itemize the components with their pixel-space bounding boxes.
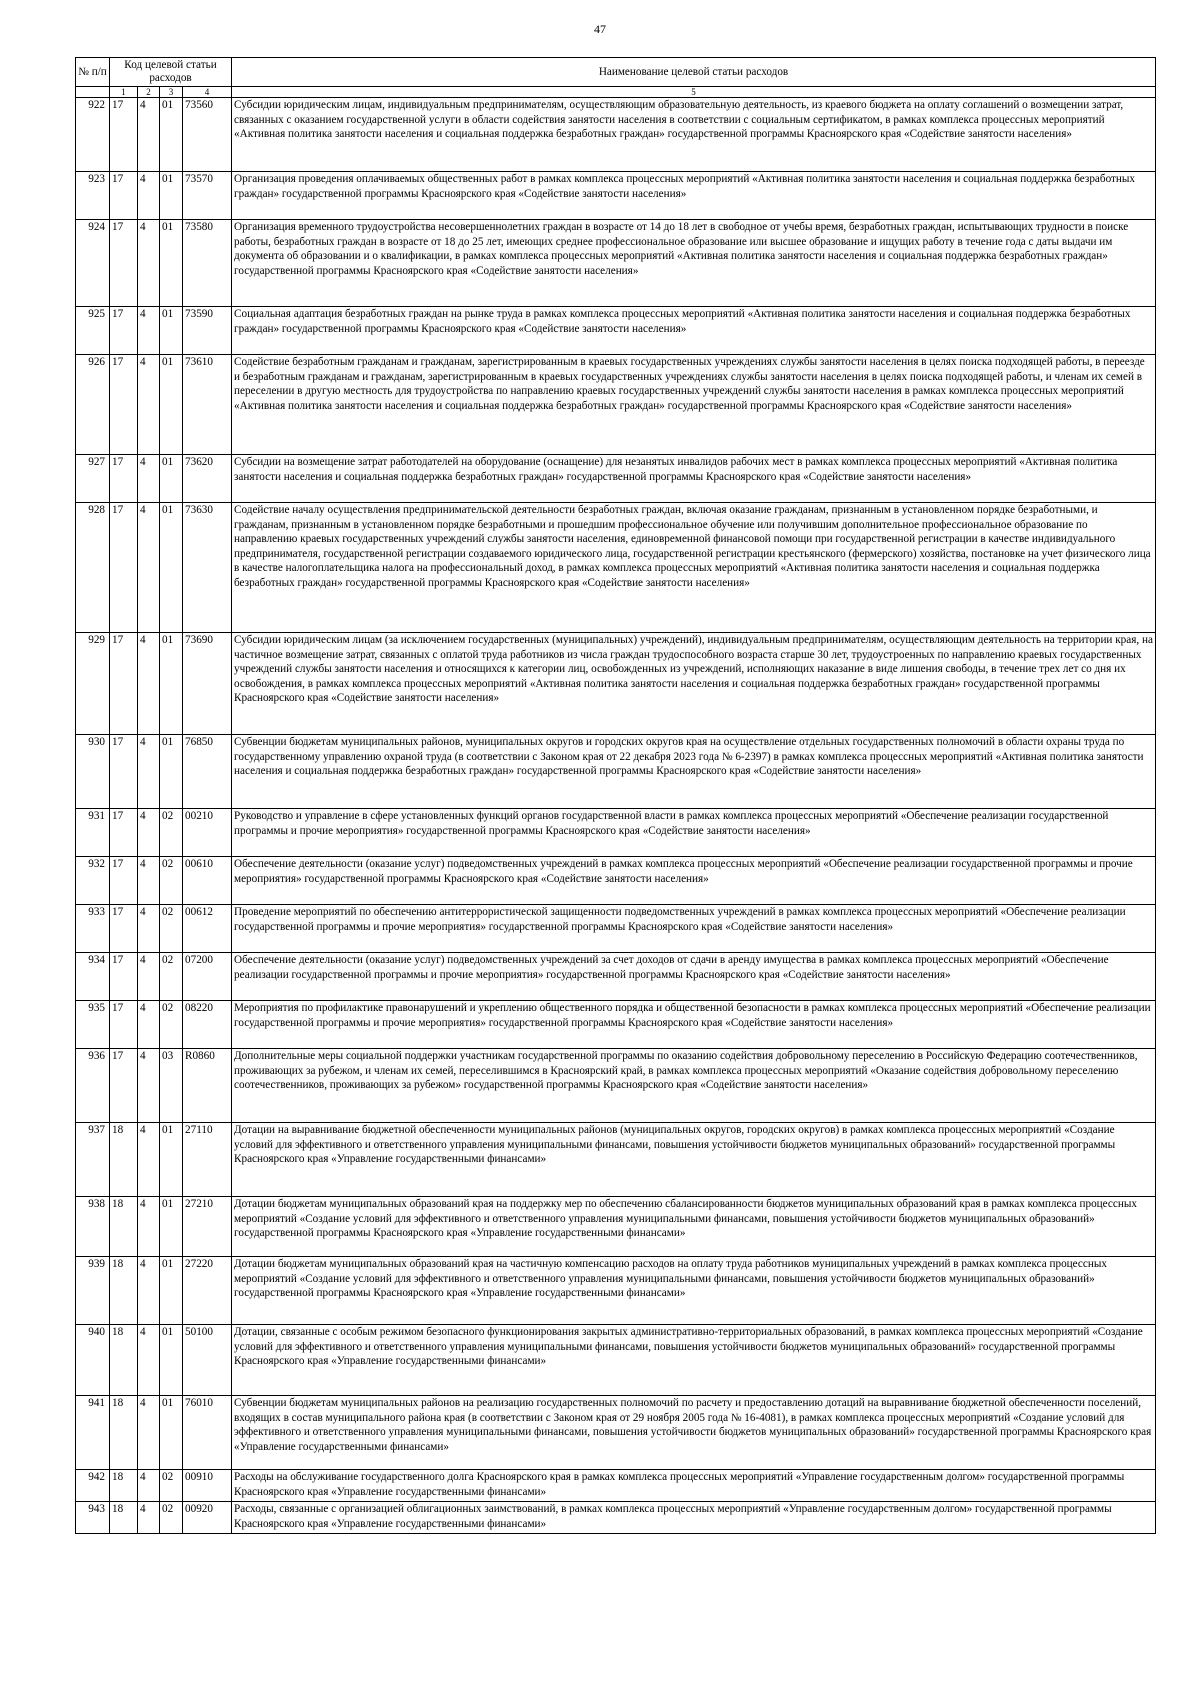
- code-part-2: 4: [138, 1325, 160, 1396]
- row-description: Дополнительные меры социальной поддержки участникам государственной программы по оказанию содействия добровольному переселению в Российскую Федерацию соотечественников, проживающих за рубежом, и членам их семей, переселившимся в Красноярский край, в рамках комплекса процессных мероприятий «Оказание содействия добровольному переселению соотечественников, проживающих за рубежом» государственной программы Красноярского края «Содействие занятости населения»: [232, 1049, 1156, 1123]
- code-part-1: 17: [110, 857, 138, 905]
- table-row: [76, 1325, 1156, 1396]
- row-number: 938: [76, 1197, 110, 1257]
- code-part-2: 4: [138, 1049, 160, 1123]
- row-number: 934: [76, 953, 110, 1001]
- row-number: 922: [76, 98, 110, 172]
- code-part-2: 4: [138, 1502, 160, 1534]
- code-part-1: 17: [110, 307, 138, 355]
- header-number: 5: [232, 87, 1156, 98]
- row-number: 940: [76, 1325, 110, 1396]
- code-part-1: 17: [110, 905, 138, 953]
- code-part-3: 01: [160, 1396, 183, 1470]
- table-row: [76, 1001, 1156, 1049]
- row-description: Субсидии юридическим лицам (за исключением государственных (муниципальных) учреждений), индивидуальным предпринимателям, осуществляющим деятельность на территории края, на частичное возмещение затрат, связанных с оплатой труда работников из числа граждан трудоспособного возраста старше 30 лет, трудоустроенных по направлению краевых государственных учреждений службы занятости населения и относящихся к категории лиц, освобожденных из учреждений, исполняющих наказание в виде лишения свободы, в течение трех лет со дня их освобождения, в рамках комплекса процессных мероприятий «Активная политика занятости населения и социальная поддержка безработных граждан» государственной программы Красноярского края «Содействие занятости населения»: [232, 633, 1156, 735]
- table-row: [76, 857, 1156, 905]
- row-number: 939: [76, 1257, 110, 1325]
- table-row: [76, 1257, 1156, 1325]
- page-number: 47: [594, 22, 606, 36]
- code-part-2: 4: [138, 355, 160, 455]
- table-row: [76, 455, 1156, 503]
- code-part-4: 73590: [183, 307, 232, 355]
- row-description: Дотации, связанные с особым режимом безопасного функционирования закрытых административно-территориальных образований, в рамках комплекса процессных мероприятий «Создание условий для эффективного и ответственного управления муниципальными финансами, повышения устойчивости бюджетов муниципальных образований» государственной программы Красноярского края «Управление государственными финансами»: [232, 1325, 1156, 1396]
- code-part-4: 73620: [183, 455, 232, 503]
- code-part-1: 18: [110, 1257, 138, 1325]
- code-part-1: 18: [110, 1470, 138, 1502]
- code-part-4: 73630: [183, 503, 232, 633]
- header-row: [76, 58, 1156, 87]
- code-part-1: 18: [110, 1396, 138, 1470]
- code-part-4: 08220: [183, 1001, 232, 1049]
- row-description: Дотации бюджетам муниципальных образований края на частичную компенсацию расходов на оплату труда работников муниципальных учреждений в рамках комплекса процессных мероприятий «Создание условий для эффективного и ответственного управления муниципальными финансами, повышения устойчивости бюджетов муниципальных образований» государственной программы Красноярского края «Управление государственными финансами»: [232, 1257, 1156, 1325]
- code-part-3: 01: [160, 172, 183, 220]
- code-part-4: 27210: [183, 1197, 232, 1257]
- row-number: 935: [76, 1001, 110, 1049]
- row-description: Субсидии на возмещение затрат работодателей на оборудование (оснащение) для незанятых инвалидов рабочих мест в рамках комплекса процессных мероприятий «Активная политика занятости населения и социальная поддержка безработных граждан» государственной программы Красноярского края «Содействие занятости населения»: [232, 455, 1156, 503]
- code-part-1: 17: [110, 455, 138, 503]
- row-number: 930: [76, 735, 110, 809]
- header-index: № п/п: [76, 58, 110, 87]
- table-row: [76, 1396, 1156, 1470]
- code-part-4: 27220: [183, 1257, 232, 1325]
- code-part-2: 4: [138, 455, 160, 503]
- table-row: [76, 98, 1156, 172]
- table-row: [76, 1470, 1156, 1502]
- code-part-3: 01: [160, 455, 183, 503]
- code-part-4: 73610: [183, 355, 232, 455]
- row-description: Дотации бюджетам муниципальных образований края на поддержку мер по обеспечению сбалансированности бюджетов муниципальных образований края в рамках комплекса процессных мероприятий «Создание условий для эффективного и ответственного управления муниципальными финансами, повышения устойчивости бюджетов муниципальных образований» государственной программы Красноярского края «Управление государственными финансами»: [232, 1197, 1156, 1257]
- code-part-3: 01: [160, 503, 183, 633]
- header-number: 3: [160, 87, 183, 98]
- code-part-2: 4: [138, 633, 160, 735]
- header-number: 2: [138, 87, 160, 98]
- code-part-3: 01: [160, 1257, 183, 1325]
- code-part-3: 01: [160, 355, 183, 455]
- row-description: Содействие безработным гражданам и гражданам, зарегистрированным в краевых государственных учреждениях службы занятости населения в целях поиска подходящей работы, в переезде и безработным гражданам и гражданам, зарегистрированным в краевых государственных учреждениях службы занятости населения в целях поиска подходящей работы, и членам их семей в переселении в другую местность для трудоустройства по направлению краевых государственных учреждений службы занятости населения в рамках комплекса процессных мероприятий «Активная политика занятости населения и социальная поддержка безработных граждан» государственной программы Красноярского края «Содействие занятости населения»: [232, 355, 1156, 455]
- code-part-1: 17: [110, 1049, 138, 1123]
- code-part-3: 01: [160, 633, 183, 735]
- code-part-3: 02: [160, 1001, 183, 1049]
- code-part-2: 4: [138, 809, 160, 857]
- code-part-1: 18: [110, 1325, 138, 1396]
- code-part-2: 4: [138, 307, 160, 355]
- table-row: [76, 355, 1156, 455]
- code-part-3: 02: [160, 905, 183, 953]
- row-number: 931: [76, 809, 110, 857]
- header-name: Наименование целевой статьи расходов: [232, 58, 1156, 87]
- code-part-4: 73560: [183, 98, 232, 172]
- row-number: 936: [76, 1049, 110, 1123]
- code-part-1: 17: [110, 735, 138, 809]
- code-part-2: 4: [138, 857, 160, 905]
- code-part-1: 17: [110, 633, 138, 735]
- code-part-3: 01: [160, 307, 183, 355]
- code-part-4: 00610: [183, 857, 232, 905]
- row-number: 924: [76, 220, 110, 307]
- table-row: [76, 905, 1156, 953]
- row-description: Дотации на выравнивание бюджетной обеспеченности муниципальных районов (муниципальных округов, городских округов) в рамках комплекса процессных мероприятий «Создание условий для эффективного и ответственного управления муниципальными финансами, повышения устойчивости бюджетов муниципальных образований» государственной программы Красноярского края «Управление государственными финансами»: [232, 1123, 1156, 1197]
- row-number: 937: [76, 1123, 110, 1197]
- code-part-4: 00910: [183, 1470, 232, 1502]
- code-part-3: 03: [160, 1049, 183, 1123]
- code-part-2: 4: [138, 905, 160, 953]
- row-number: 925: [76, 307, 110, 355]
- code-part-3: 02: [160, 953, 183, 1001]
- code-part-3: 02: [160, 1502, 183, 1534]
- code-part-2: 4: [138, 172, 160, 220]
- code-part-4: 76850: [183, 735, 232, 809]
- code-part-2: 4: [138, 735, 160, 809]
- row-description: Организация временного трудоустройства несовершеннолетних граждан в возрасте от 14 до 18 лет в свободное от учебы время, безработных граждан, испытывающих трудности в поиске работы, безработных граждан в возрасте от 18 до 25 лет, имеющих среднее профессиональное образование или высшее образование и ищущих работу в течение года с даты выдачи им документа об образовании и о квалификации, в рамках комплекса процессных мероприятий «Активная политика занятости населения и социальная поддержка безработных граждан» государственной программы Красноярского края «Содействие занятости населения»: [232, 220, 1156, 307]
- code-part-2: 4: [138, 1396, 160, 1470]
- code-part-1: 18: [110, 1123, 138, 1197]
- code-part-1: 17: [110, 172, 138, 220]
- row-description: Содействие началу осуществления предпринимательской деятельности безработных граждан, включая оказание гражданам, признанным в установленном порядке безработными, и гражданам, признанным в установленном порядке безработными и прошедшим профессиональное обучение или получившим дополнительное профессиональное образование по направлению краевых государственных учреждений службы занятости населения, единовременной финансовой помощи при государственной регистрации в качестве индивидуального предпринимателя, государственной регистрации создаваемого юридического лица, государственной регистрации крестьянского (фермерского) хозяйства, постановке на учет физического лица в качестве налогоплательщика налога на профессиональный доход, в рамках комплекса процессных мероприятий «Активная политика занятости населения и социальная поддержка безработных граждан» государственной программы Красноярского края «Содействие занятости населения»: [232, 503, 1156, 633]
- code-part-3: 02: [160, 809, 183, 857]
- table-row: [76, 809, 1156, 857]
- code-part-2: 4: [138, 1197, 160, 1257]
- code-part-4: 73570: [183, 172, 232, 220]
- code-part-2: 4: [138, 503, 160, 633]
- row-description: Руководство и управление в сфере установленных функций органов государственной власти в рамках комплекса процессных мероприятий «Обеспечение реализации государственной программы и прочие мероприятия» государственной программы Красноярского края «Содействие занятости населения»: [232, 809, 1156, 857]
- code-part-1: 17: [110, 953, 138, 1001]
- header-code: Код целевой статьи расходов: [110, 58, 232, 87]
- row-description: Субсидии юридическим лицам, индивидуальным предпринимателям, осуществляющим образовательную деятельность, из краевого бюджета на оплату соглашений о возмещении затрат, связанных с оказанием государственной услуги в области содействия занятости населения в соответствии с социальным сертификатом, в рамках комплекса процессных мероприятий «Активная политика занятости населения и социальная поддержка безработных граждан» государственной программы Красноярского края «Содействие занятости населения»: [232, 98, 1156, 172]
- code-part-4: 07200: [183, 953, 232, 1001]
- row-description: Проведение мероприятий по обеспечению антитеррористической защищенности подведомственных учреждений в рамках комплекса процессных мероприятий «Обеспечение реализации государственной программы и прочие мероприятия» государственной программы Красноярского края «Содействие занятости населения»: [232, 905, 1156, 953]
- header-number: 1: [110, 87, 138, 98]
- code-part-4: 73690: [183, 633, 232, 735]
- row-description: Организация проведения оплачиваемых общественных работ в рамках комплекса процессных мероприятий «Активная политика занятости населения и социальная поддержка безработных граждан» государственной программы Красноярского края «Содействие занятости населения»: [232, 172, 1156, 220]
- code-part-4: 00210: [183, 809, 232, 857]
- table-body: [76, 98, 1156, 1534]
- code-part-4: 50100: [183, 1325, 232, 1396]
- code-part-3: 02: [160, 1470, 183, 1502]
- code-part-4: 27110: [183, 1123, 232, 1197]
- code-part-2: 4: [138, 1470, 160, 1502]
- row-description: Социальная адаптация безработных граждан на рынке труда в рамках комплекса процессных мероприятий «Активная политика занятости населения и социальная поддержка безработных граждан» государственной программы Красноярского края «Содействие занятости населения»: [232, 307, 1156, 355]
- code-part-1: 17: [110, 809, 138, 857]
- row-number: 943: [76, 1502, 110, 1534]
- code-part-2: 4: [138, 1001, 160, 1049]
- row-number: 932: [76, 857, 110, 905]
- code-part-3: 01: [160, 220, 183, 307]
- row-description: Расходы на обслуживание государственного долга Красноярского края в рамках комплекса процессных мероприятий «Управление государственным долгом» государственной программы Красноярского края «Управление государственными финансами»: [232, 1470, 1156, 1502]
- row-description: Субвенции бюджетам муниципальных районов на реализацию государственных полномочий по расчету и предоставлению дотаций на выравнивание бюджетной обеспеченности поселений, входящих в состав муниципального района края (в соответствии с Законом края от 29 ноября 2005 года № 16-4081), в рамках комплекса процессных мероприятий «Создание условий для эффективного и ответственного управления муниципальными финансами, повышения устойчивости бюджетов муниципальных образований» государственной программы Красноярского края «Управление государственными финансами»: [232, 1396, 1156, 1470]
- code-part-1: 18: [110, 1502, 138, 1534]
- budget-code-table: [75, 57, 1156, 1534]
- row-description: Расходы, связанные с организацией облигационных заимствований, в рамках комплекса процессных мероприятий «Управление государственным долгом» государственной программы Красноярского края «Управление государственными финансами»: [232, 1502, 1156, 1534]
- code-part-3: 01: [160, 1325, 183, 1396]
- row-number: 926: [76, 355, 110, 455]
- row-description: Субвенции бюджетам муниципальных районов, муниципальных округов и городских округов края на осуществление отдельных государственных полномочий в области охраны труда по государственному управлению охраной труда (в соответствии с Законом края от 22 декабря 2023 года № 6-2397) в рамках комплекса процессных мероприятий «Активная политика занятости населения и социальная поддержка безработных граждан» государственной программы Красноярского края «Содействие занятости населения»: [232, 735, 1156, 809]
- table-row: [76, 1502, 1156, 1534]
- code-part-4: 00920: [183, 1502, 232, 1534]
- code-part-4: 00612: [183, 905, 232, 953]
- table-row: [76, 1197, 1156, 1257]
- row-number: 933: [76, 905, 110, 953]
- code-part-3: 01: [160, 98, 183, 172]
- code-part-2: 4: [138, 220, 160, 307]
- header-number: 4: [183, 87, 232, 98]
- row-number: 942: [76, 1470, 110, 1502]
- row-description: Обеспечение деятельности (оказание услуг) подведомственных учреждений в рамках комплекса процессных мероприятий «Обеспечение реализации государственной программы и прочие мероприятия» государственной программы Красноярского края «Содействие занятости населения»: [232, 857, 1156, 905]
- table-row: [76, 172, 1156, 220]
- code-part-2: 4: [138, 1257, 160, 1325]
- table-row: [76, 307, 1156, 355]
- row-number: 923: [76, 172, 110, 220]
- table-row: [76, 953, 1156, 1001]
- code-part-1: 17: [110, 503, 138, 633]
- code-part-3: 02: [160, 857, 183, 905]
- table-row: [76, 1049, 1156, 1123]
- header-number: [76, 87, 110, 98]
- row-number: 929: [76, 633, 110, 735]
- table-row: [76, 503, 1156, 633]
- code-part-1: 18: [110, 1197, 138, 1257]
- code-part-2: 4: [138, 1123, 160, 1197]
- code-part-4: 76010: [183, 1396, 232, 1470]
- code-part-4: 73580: [183, 220, 232, 307]
- row-description: Обеспечение деятельности (оказание услуг) подведомственных учреждений за счет доходов от сдачи в аренду имущества в рамках комплекса процессных мероприятий «Обеспечение реализации государственной программы и прочие мероприятия» государственной программы Красноярского края «Содействие занятости населения»: [232, 953, 1156, 1001]
- code-part-2: 4: [138, 98, 160, 172]
- row-number: 927: [76, 455, 110, 503]
- code-part-1: 17: [110, 220, 138, 307]
- code-part-1: 17: [110, 98, 138, 172]
- header-number-row: [76, 87, 1156, 98]
- table-row: [76, 735, 1156, 809]
- code-part-2: 4: [138, 953, 160, 1001]
- table-row: [76, 220, 1156, 307]
- code-part-1: 17: [110, 355, 138, 455]
- code-part-1: 17: [110, 1001, 138, 1049]
- table-row: [76, 1123, 1156, 1197]
- table-row: [76, 633, 1156, 735]
- row-number: 928: [76, 503, 110, 633]
- code-part-4: R0860: [183, 1049, 232, 1123]
- code-part-3: 01: [160, 735, 183, 809]
- code-part-3: 01: [160, 1123, 183, 1197]
- row-description: Мероприятия по профилактике правонарушений и укреплению общественного порядка и общественной безопасности в рамках комплекса процессных мероприятий «Обеспечение реализации государственной программы и прочие мероприятия» государственной программы Красноярского края «Содействие занятости населения»: [232, 1001, 1156, 1049]
- row-number: 941: [76, 1396, 110, 1470]
- code-part-3: 01: [160, 1197, 183, 1257]
